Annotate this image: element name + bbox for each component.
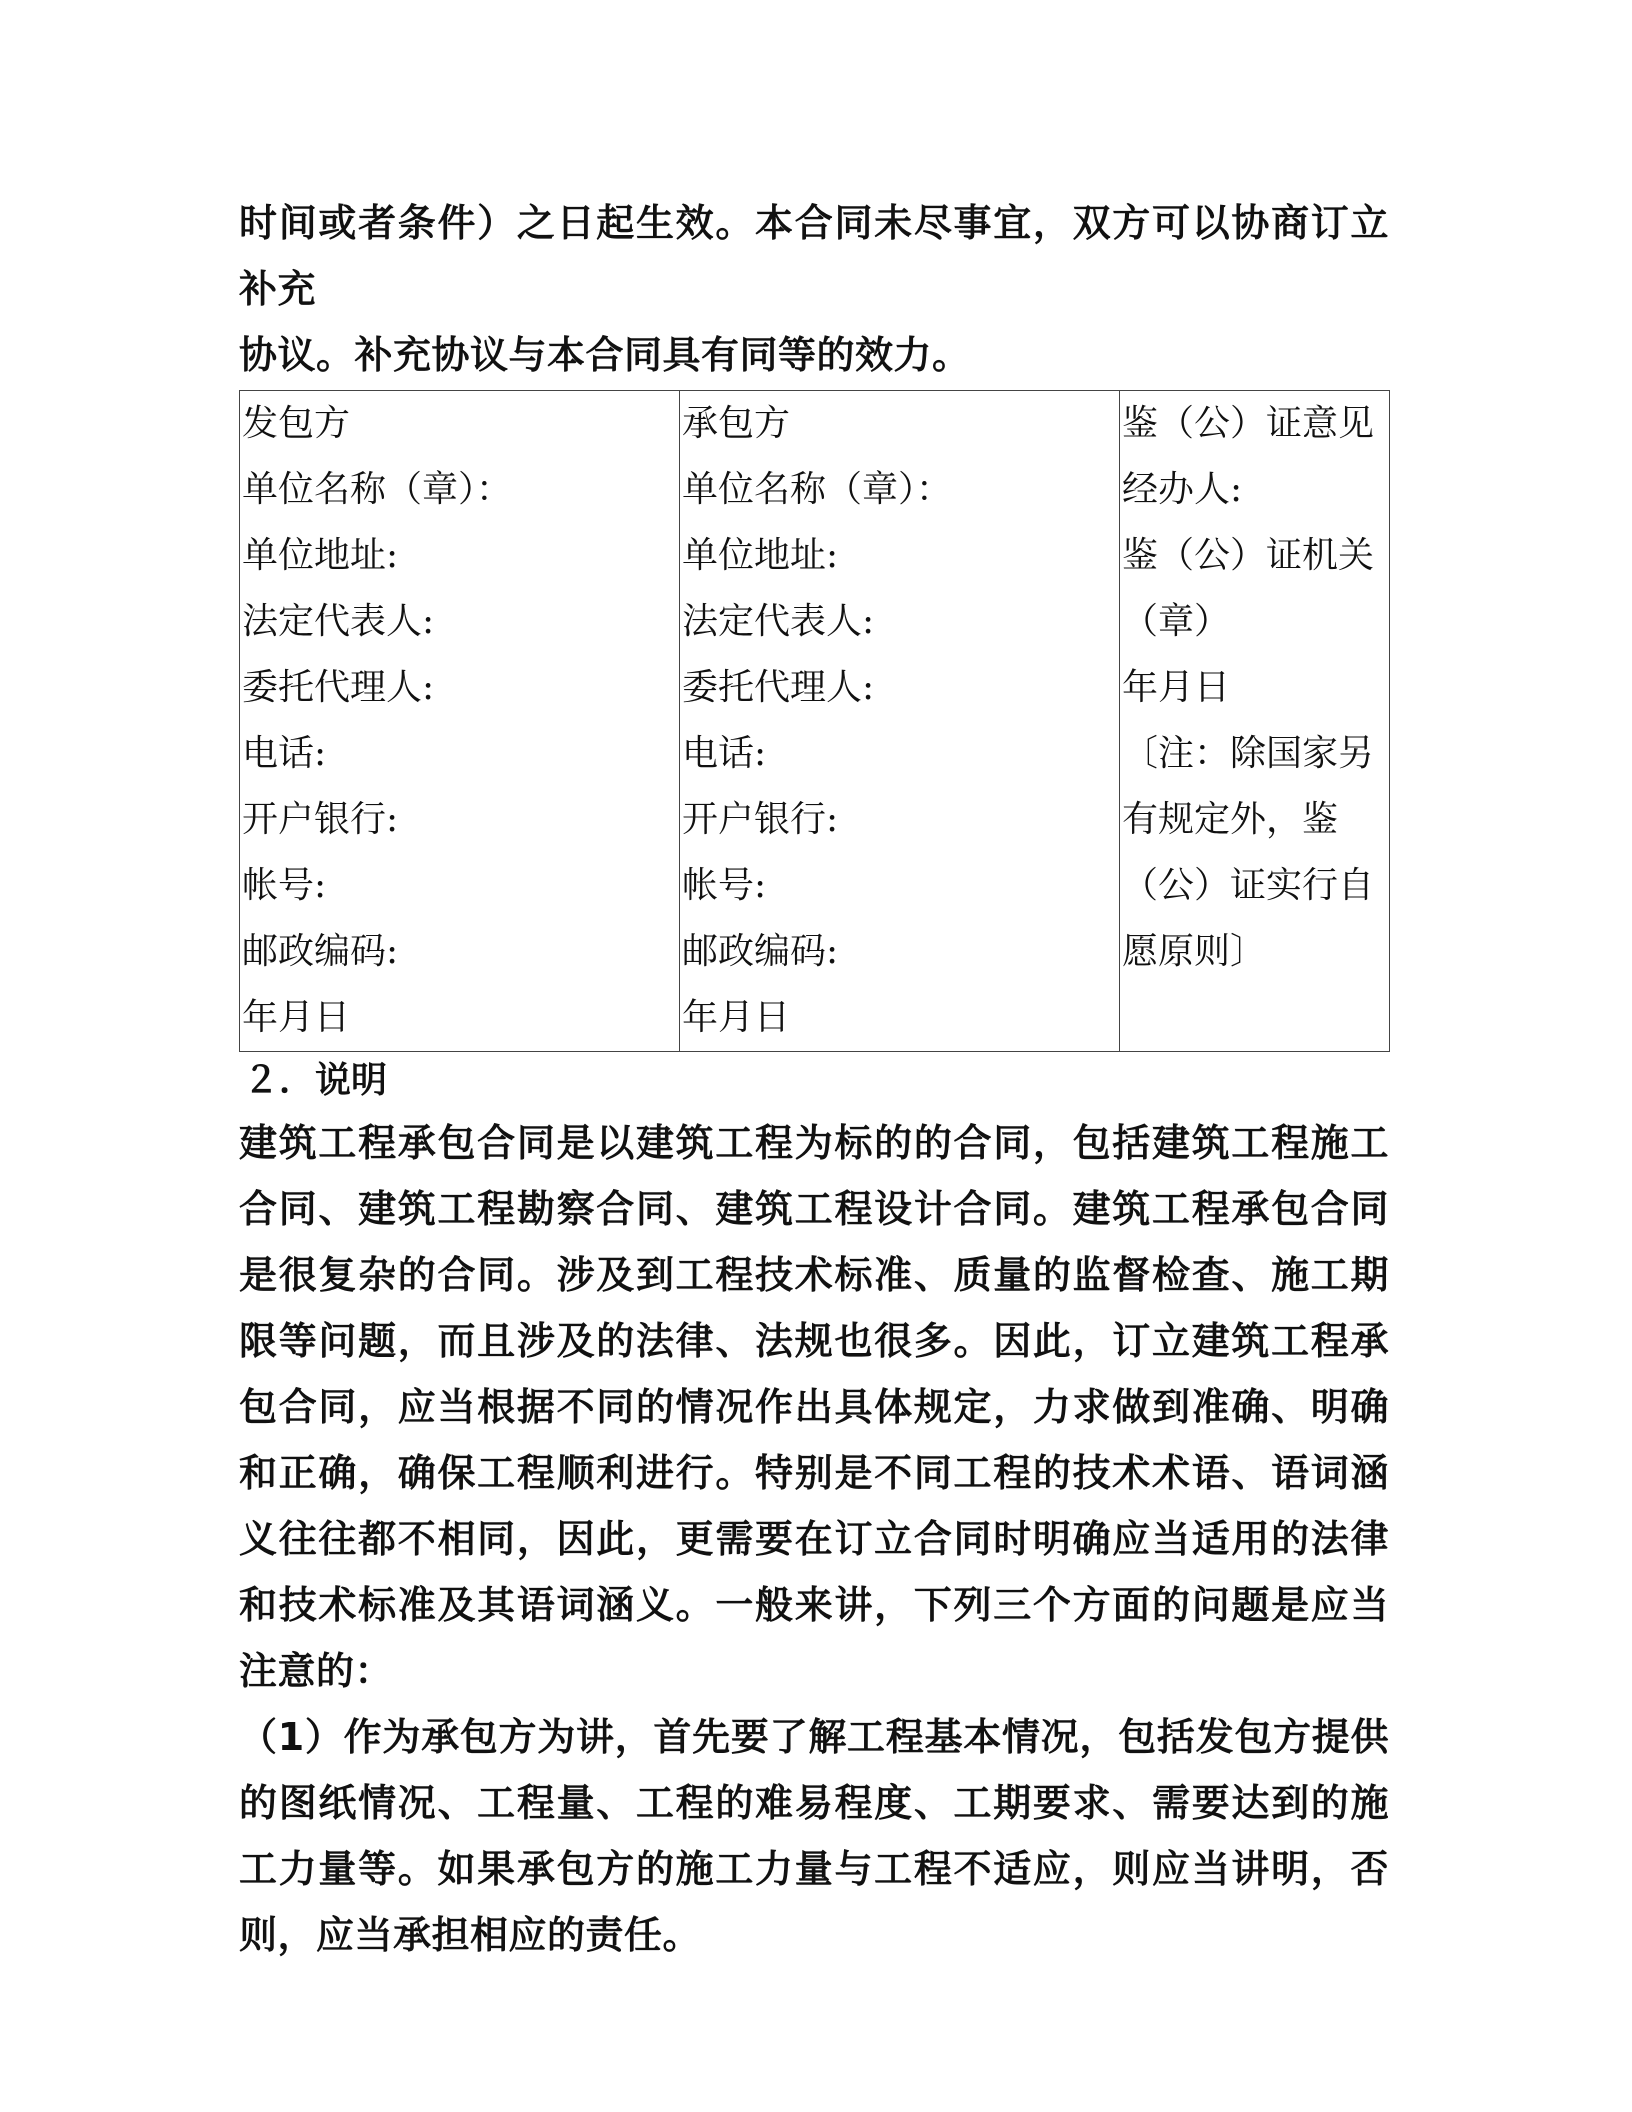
contractor-title: 承包方 (682, 403, 791, 444)
contractor-cell (680, 391, 1120, 1052)
intro-paragraph (239, 190, 1389, 388)
employer-cell (240, 391, 680, 1052)
intro-line-1: 时间或者条件）之日起生效。本合同未尽事宜，双方可以协商订立补充 (239, 201, 1389, 311)
employer-bank: 开户银行: (242, 799, 399, 840)
employer-postcode: 邮政编码: (242, 931, 399, 972)
explanation-paragraph: 建筑工程承包合同是以建筑工程为标的的合同，包括建筑工程施工合同、建筑工程勘察合同、建筑工程设计合同。建筑工程承包合同是很复杂的合同。涉及到工程技术标准、质量的监督检查、施工期限等问题，而且涉及的法律、法规也很多。因此，订立建筑工程承包合同，应当根据不同的情况作出具体规定，力求做到准确、明确和正确，确保工程顺利进行。特别是不同工程的技术术语、语词涵义往往都不相同，因此，更需要在订立合同时明确应当适用的法律和技术标准及其语词涵义。一般来讲，下列三个方面的问题是应当注意的： (239, 1121, 1389, 1693)
contractor-bank: 开户银行: (682, 799, 839, 840)
notary-authority: 鉴（公）证机关 (1122, 535, 1375, 576)
contractor-phone: 电话: (682, 733, 767, 774)
contractor-postcode: 邮政编码: (682, 931, 839, 972)
contractor-agent: 委托代理人: (682, 667, 875, 708)
employer-account: 帐号: (242, 865, 327, 906)
employer-unit-name: 单位名称（章）： (242, 469, 513, 510)
contractor-account: 帐号: (682, 865, 767, 906)
employer-phone: 电话: (242, 733, 327, 774)
notary-note-line-2: 有规定外，鉴 (1122, 799, 1339, 840)
contractor-unit-address: 单位地址: (682, 535, 839, 576)
contractor-date: 年月日 (682, 997, 791, 1038)
signature-row (240, 391, 1390, 1052)
employer-title: 发包方 (242, 403, 351, 444)
employer-unit-address: 单位地址: (242, 535, 399, 576)
signature-table (239, 390, 1390, 1052)
notary-title: 鉴（公）证意见 (1122, 403, 1375, 444)
intro-line-2: 协议。补充协议与本合同具有同等的效力。 (239, 333, 971, 377)
notary-note-line-3: （公）证实行自 (1122, 865, 1375, 906)
contractor-note-paragraph: （1）作为承包方为讲，首先要了解工程基本情况，包括发包方提供的图纸情况、工程量、工程的难易程度、工期要求、需要达到的施工力量等。如果承包方的施工力量与工程不适应，则应当讲明，否则，应当承担相应的责任。 (239, 1715, 1389, 1957)
contractor-unit-name: 单位名称（章）： (682, 469, 953, 510)
contractor-legal-rep: 法定代表人: (682, 601, 875, 642)
employer-legal-rep: 法定代表人: (242, 601, 435, 642)
notary-seal: （章） (1122, 601, 1231, 642)
notary-note-line-1: 〔注：除国家另 (1122, 733, 1375, 774)
section-heading: ２．说明 (243, 1060, 388, 1101)
notary-handler: 经办人: (1122, 469, 1243, 510)
notary-cell (1120, 391, 1390, 1052)
employer-date: 年月日 (242, 997, 351, 1038)
document-page (239, 190, 1389, 1968)
notary-date: 年月日 (1122, 667, 1231, 708)
employer-agent: 委托代理人: (242, 667, 435, 708)
notary-note-line-4: 愿原则〕 (1122, 931, 1267, 972)
